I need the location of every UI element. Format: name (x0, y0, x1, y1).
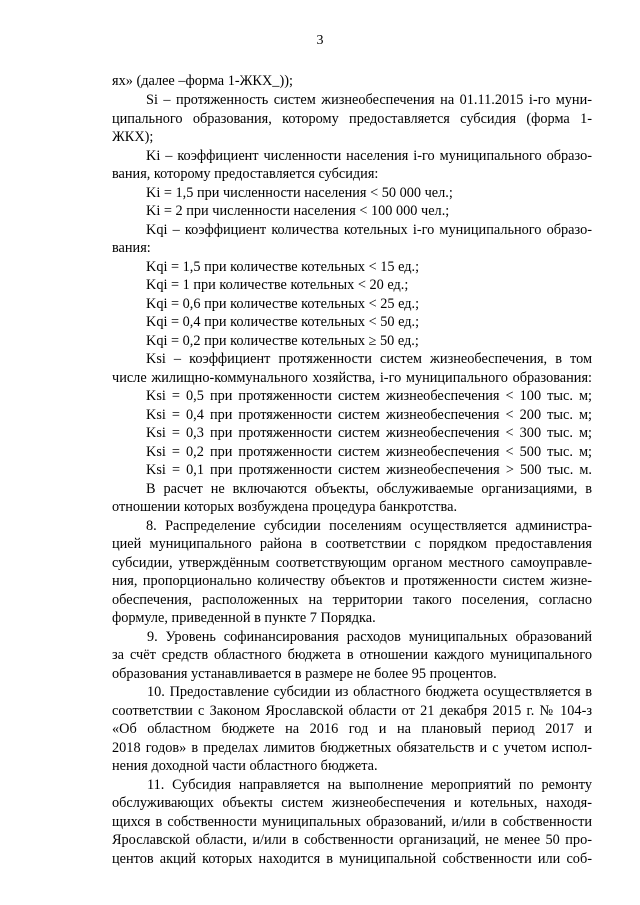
text-line: Ksi = 0,1 при протяженности систем жизнеобеспечения > 500 тыс. м. (146, 462, 592, 478)
text-line: цией муниципального района в соответствии с порядком предоставления (112, 536, 592, 552)
text-line: 10. Предоставление субсидии из областного бюджета осуществляется в (147, 684, 592, 700)
text-line: Ki – коэффициент численности населения i-го муниципального образо- (146, 148, 592, 164)
text-line: «Об областном бюджете на 2016 год и на плановый период 2017 и (112, 721, 592, 737)
page-number: 3 (316, 33, 324, 48)
text-line: вания, которому предоставляется субсидия: (112, 166, 379, 182)
text-line: Ksi = 0,5 при протяженности систем жизнеобеспечения < 100 тыс. м; (146, 388, 592, 404)
text-line: формуле, приведенной в пункте 7 Порядка. (112, 610, 376, 626)
text-line: центов акций которых находится в муниципальной собственности или соб- (112, 851, 592, 867)
text-line: ципального образования, которому предоставляется субсидия (форма 1- (112, 111, 592, 127)
text-line: за счёт средств областного бюджета в отношении каждого муниципального (112, 647, 592, 663)
text-line: нения доходной части областного бюджета. (112, 758, 378, 774)
text-line: соответствии с Законом Ярославской области от 21 декабря 2015 г. № 104-з (112, 703, 592, 719)
text-line: 2018 годов» в пределах лимитов бюджетных обязательств и с учетом испол- (112, 740, 592, 756)
text-line: 11. Субсидия направляется на выполнение мероприятий по ремонту (147, 777, 592, 793)
text-line: Ki = 2 при численности населения < 100 000 чел.; (146, 203, 450, 219)
text-line: Ksi – коэффициент протяженности систем жизнеобеспечения, в том (146, 351, 592, 367)
text-line: числе жилищно-коммунального хозяйства, i-го муниципального образования: (112, 370, 592, 386)
text-line: Kqi = 1,5 при количестве котельных < 15 ед.; (146, 259, 420, 275)
text-line: Ksi = 0,4 при протяженности систем жизнеобеспечения < 200 тыс. м; (146, 407, 592, 423)
text-line: ях» (далее –форма 1-ЖКХ_)); (112, 73, 293, 89)
text-line: Kqi = 0,2 при количестве котельных ≥ 50 ед.; (146, 333, 419, 349)
text-line: 9. Уровень софинансирования расходов муниципальных образований (147, 629, 592, 645)
text-line: щихся в собственности муниципальных образований, и/или в собственности (112, 814, 592, 830)
text-line: ния, пропорционально количеству объектов и протяженности систем жизне- (112, 573, 592, 589)
text-line: отношении которых возбуждена процедура банкротства. (112, 499, 458, 515)
text-line: Kqi = 0,6 при количестве котельных < 25 ед.; (146, 296, 420, 312)
text-line: Ki = 1,5 при численности населения < 50 000 чел.; (146, 185, 453, 201)
text-line: 8. Распределение субсидии поселениям осуществляется администра- (146, 518, 592, 534)
text-line: обслуживающих объекты систем жизнеобеспечения и котельных, находя- (112, 795, 592, 811)
text-line: Kqi = 1 при количестве котельных < 20 ед.; (146, 277, 409, 293)
text-line: Ksi = 0,2 при протяженности систем жизнеобеспечения < 500 тыс. м; (146, 444, 592, 460)
text-line: В расчет не включаются объекты, обслуживаемые организациями, в (146, 481, 592, 497)
text-line: обеспечения, расположенных на территории такого поселения, согласно (112, 592, 592, 608)
text-line: субсидии, утверждённым соответствующим органом местного самоуправле- (112, 555, 592, 571)
text-line: Ksi = 0,3 при протяженности систем жизнеобеспечения < 300 тыс. м; (146, 425, 592, 441)
text-line: Ярославской области, и/или в собственности организаций, не менее 50 про- (112, 832, 592, 848)
text-line: образования устанавливается в размере не более 95 процентов. (112, 666, 497, 682)
text-line: Kqi = 0,4 при количестве котельных < 50 ед.; (146, 314, 420, 330)
text-line: вания: (112, 240, 151, 256)
text-line: Kqi – коэффициент количества котельных i-го муниципального образо- (146, 222, 592, 238)
text-line: Si – протяженность систем жизнеобеспечения на 01.11.2015 i-го муни- (146, 92, 592, 108)
text-line: ЖКХ); (112, 129, 154, 145)
